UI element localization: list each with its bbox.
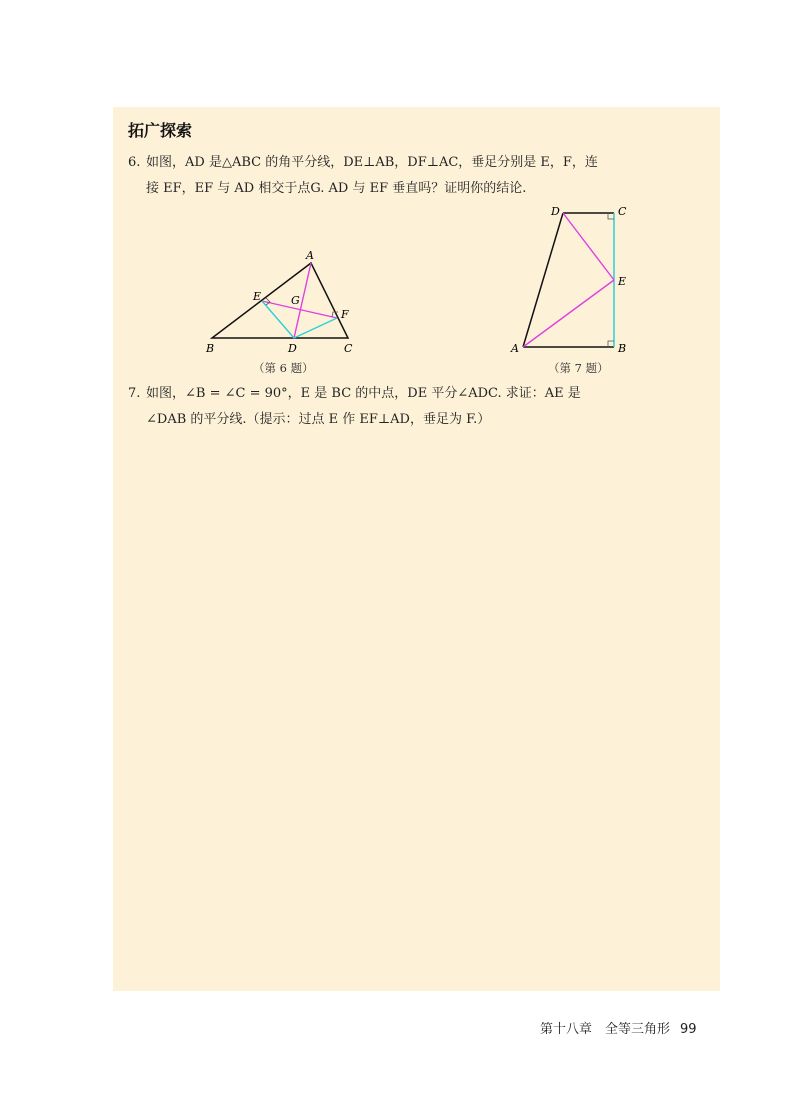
figure-6-triangle — [200, 245, 370, 360]
label-b: B — [618, 342, 627, 355]
figure-7-caption: （第 7 题） — [548, 361, 609, 375]
figure-6-caption: （第 6 题） — [253, 361, 314, 375]
problem-number: 6. — [128, 155, 141, 170]
segment-ae — [523, 280, 614, 347]
page-number: 99 — [680, 1022, 697, 1037]
figure-7-trapezoid — [508, 202, 638, 360]
page-footer — [540, 1018, 697, 1037]
section-title: 拓广探索 — [128, 121, 193, 140]
label-c: C — [618, 205, 627, 218]
problem-text-line2: 接 EF，EF 与 AD 相交于点G. AD 与 EF 垂直吗？证明你的结论. — [146, 181, 527, 196]
right-angle-mark-c — [608, 213, 614, 219]
problem-6 — [128, 150, 708, 202]
label-b: B — [206, 342, 215, 355]
problem-7 — [128, 381, 708, 433]
label-a: A — [511, 342, 519, 355]
segment-ad — [523, 213, 563, 347]
right-angle-mark-b — [608, 341, 614, 347]
problem-text-line1: 如图，AD 是△ABC 的角平分线，DE⊥AB，DF⊥AC，垂足分别是 E，F，连 — [146, 155, 598, 170]
segment-de — [563, 213, 614, 280]
label-d: D — [288, 342, 297, 355]
problem-text-line2: ∠DAB 的平分线.（提示：过点 E 作 EF⊥AD，垂足为 F.） — [146, 412, 491, 427]
label-a: A — [306, 249, 314, 262]
segment-df — [294, 318, 337, 338]
label-d: D — [551, 205, 560, 218]
chapter-title: 第十八章 全等三角形 — [540, 1022, 671, 1037]
label-g: G — [291, 294, 300, 307]
triangle-abc — [212, 263, 348, 338]
label-e: E — [253, 290, 262, 303]
problem-text-line1: 如图，∠B = ∠C = 90°，E 是 BC 的中点，DE 平分∠ADC. 求证：AE 是 — [146, 386, 581, 401]
problem-number: 7. — [128, 386, 141, 401]
label-f: F — [341, 308, 349, 321]
label-c: C — [344, 342, 353, 355]
label-e: E — [618, 275, 627, 288]
